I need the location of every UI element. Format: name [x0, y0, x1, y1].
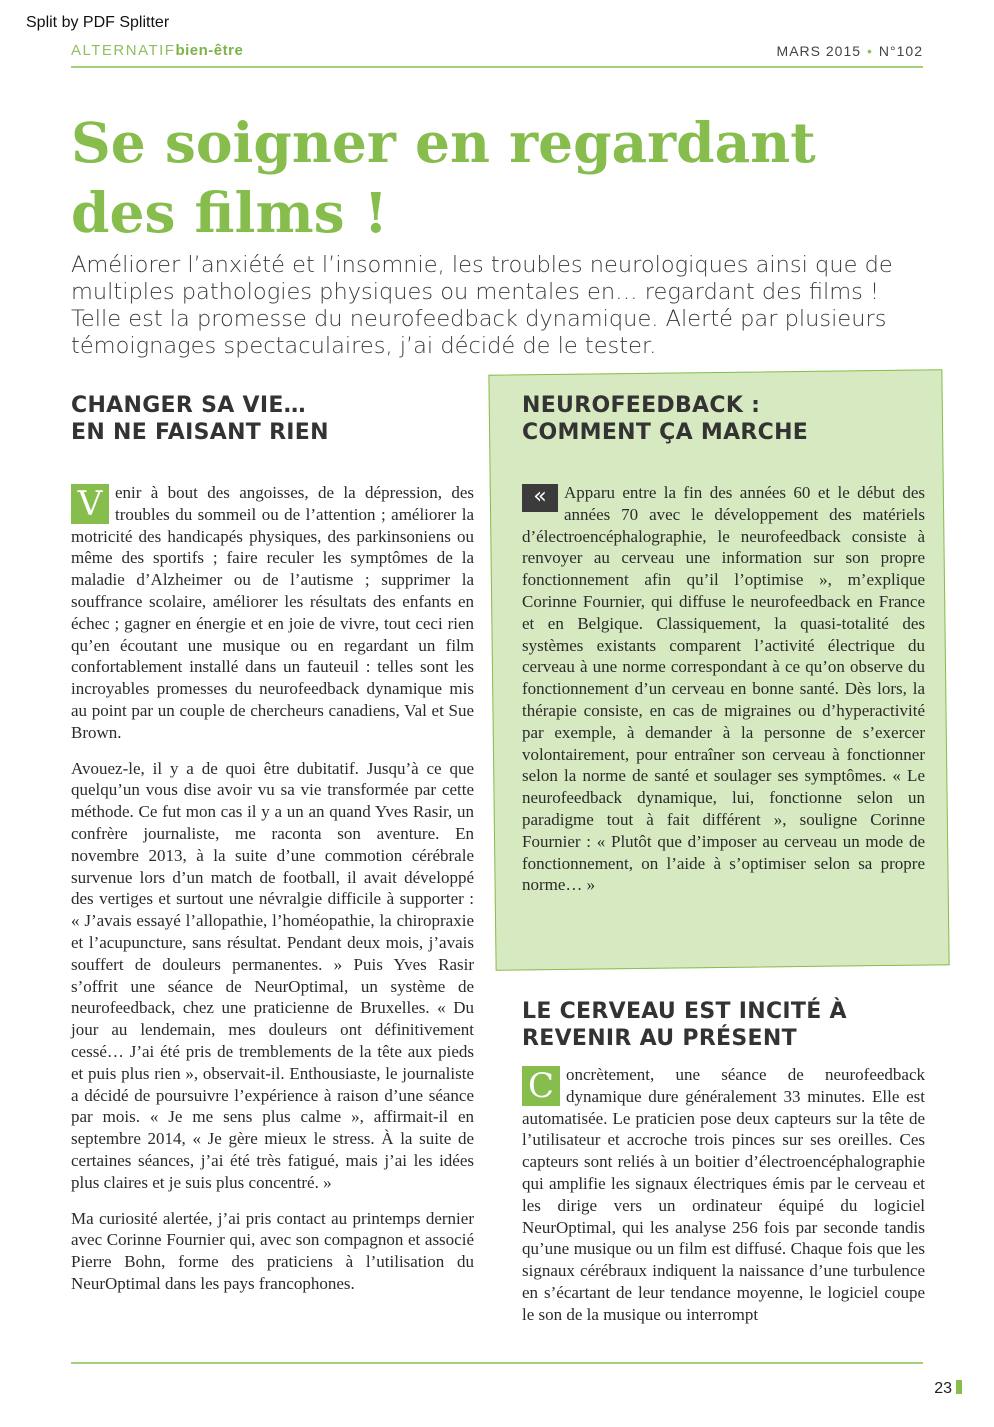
footer-divider	[71, 1362, 923, 1364]
issue-date: MARS 2015	[776, 43, 862, 59]
heading-line: COMMENT ÇA MARCHE	[522, 420, 809, 445]
paragraph	[522, 1064, 925, 1326]
heading-line: CHANGER SA VIE…	[71, 393, 306, 418]
article-title: Se soigner en regardant des films !	[71, 110, 816, 245]
article-intro: Améliorer l’anxiété et l’insomnie, les troubles neurologiques ainsi que de multiples pathologies physiques ou mentales en… regardant des films ! Telle est la promesse du neurofeedback dynamique. Alerté par plusieurs témoignages spectaculaires, j’ai décidé de le tester.	[71, 252, 893, 359]
separator-dot: •	[867, 43, 873, 59]
page-number-text: 23	[934, 1380, 952, 1397]
paragraph: Avouez-le, il y a de quoi être dubitatif. Jusqu’à ce que quelqu’un vous dise avoir vu sa vie transformée par cette méthode. Ce fut mon cas il y a un an quand Yves Rasir, un confrère journaliste, me raconta son aventure. En novembre 2013, à la suite d’une commotion cérébrale survenue lors d’un match de football, il avait développé des vertiges et surtout une névralgie difficile à supporter : « J’avais essayé l’allopathie, l’homéopathie, la chiropraxie et l’acupuncture, sans résultat. Pendant deux mois, j’avais souffert de douleurs permanentes. » Puis Yves Rasir s’offrit une séance de NeurOptimal, un système de neurofeedback, chez une praticienne de Bruxelles. « Du jour au lendemain, mes douleurs ont définitivement cessé… J’ai été pris de tremblements de la tête aux pieds et puis plus rien », observait-il. Enthousiaste, le journaliste a décidé de poursuivre l’expérience à raison d’une séance par mois. « Je me sens plus calme », affirmait-il en septembre 2014, « Je gère mieux le stress. À la suite de certaines séances, j’ai été très fatigué, mais j’ai les idées plus claires et je suis plus concentré. »	[71, 758, 474, 1192]
paragraph-text: enir à bout des angoisses, de la dépression, des troubles du sommeil ou de l’attention ; améliorer la motricité des handicapés physiques, des parkinsoniens ou même des sportifs ; faire reculer les symptômes de la maladie d’Alzheimer ou de l’autisme ; supprimer la souffrance scolaire, améliorer les résultats des enfants en échec ; gagner en énergie et en joie de vivre, tout ceci rien qu’en écoutant une musique ou en regardant un film confortablement installé dans un fauteuil : telles sont les incroyables promesses du neurofeedback dynamique mis au point par un couple de chercheurs canadiens, Val et Sue Brown.	[71, 483, 474, 742]
right-column-section	[522, 998, 925, 1326]
quote-mark-icon: «	[522, 484, 558, 512]
page-header	[71, 42, 923, 68]
heading-line: LE CERVEAU EST INCITÉ À	[522, 999, 847, 1024]
page-number	[934, 1380, 962, 1398]
paragraph-text: oncrètement, une séance de neurofeedback dynamique dure généralement 33 minutes. Elle est automatisée. Le praticien pose deux capteurs sur la tête de l’utilisateur et accroche trois pinces sur ses oreilles. Ces capteurs sont reliés à un boitier d’électroencéphalographie qui amplifie les signaux électriques émis par le cerveau et les dirige vers un ordinateur équipé du logiciel NeurOptimal, qui les analyse 256 fois par seconde tandis qu’une musique ou un film est diffusé. Chaque fois que les signaux cérébraux indiquent la naissance d’une turbulence en s’écartant de leur tendance moyenne, le logiciel coupe le son de la musique ou interrompt	[522, 1065, 925, 1324]
pdf-splitter-watermark: Split by PDF Splitter	[26, 14, 170, 31]
page-marker	[956, 1380, 962, 1394]
box-text: Apparu entre la fin des années 60 et le début des années 70 avec le développement des matériels d’électroencéphalographie, le neurofeedback consiste à renvoyer au cerveau une information sur son propre fonctionnement afin qu’il l’optimise », m’explique Corinne Fournier, qui diffuse le neurofeedback en France et en Belgique. Classiquement, la quasi-totalité des systèmes existants comparent l’activité électrique du cerveau à une norme correspondant à ce qu’on observe du fonctionnement d’un cerveau en bonne santé. Dès lors, la thérapie consiste, en cas de migraines ou d’hyperactivité par exemple, à demander à la personne de s’exercer volontairement, pour entraîner son cerveau à fonctionner selon la norme de santé et soulager ses symptômes. « Le neurofeedback dynamique, lui, fonctionne selon un paradigme tout à fait différent », souligne Corinne Fournier : « Plutôt que d’imposer au cerveau un mode de fonctionnement, on l’aide à s’optimiser selon sa propre norme… »	[522, 483, 925, 895]
left-column	[71, 392, 474, 1295]
heading-line: NEUROFEEDBACK :	[522, 393, 761, 418]
issue-number: N°102	[878, 43, 923, 59]
paragraph	[71, 482, 474, 744]
drop-cap: V	[71, 484, 109, 524]
issue-info	[777, 43, 923, 59]
box-paragraph	[522, 482, 925, 896]
heading-line: EN NE FAISANT RIEN	[71, 420, 329, 445]
drop-cap: C	[522, 1066, 560, 1106]
section-heading-changer	[71, 392, 474, 446]
brand-bold: bien-être	[175, 42, 244, 59]
magazine-brand	[71, 42, 243, 59]
brand-light: ALTERNATIF	[71, 42, 176, 59]
paragraph: Ma curiosité alertée, j’ai pris contact au printemps dernier avec Corinne Fournier qui, avec son compagnon et associé Pierre Bohn, forme des praticiens à l’utilisation du NeurOptimal dans les pays francophones.	[71, 1208, 474, 1293]
box-heading	[522, 392, 925, 446]
section-heading-cerveau	[522, 998, 925, 1052]
sidebar-box	[522, 392, 925, 896]
heading-line: REVENIR AU PRÉSENT	[522, 1026, 797, 1051]
